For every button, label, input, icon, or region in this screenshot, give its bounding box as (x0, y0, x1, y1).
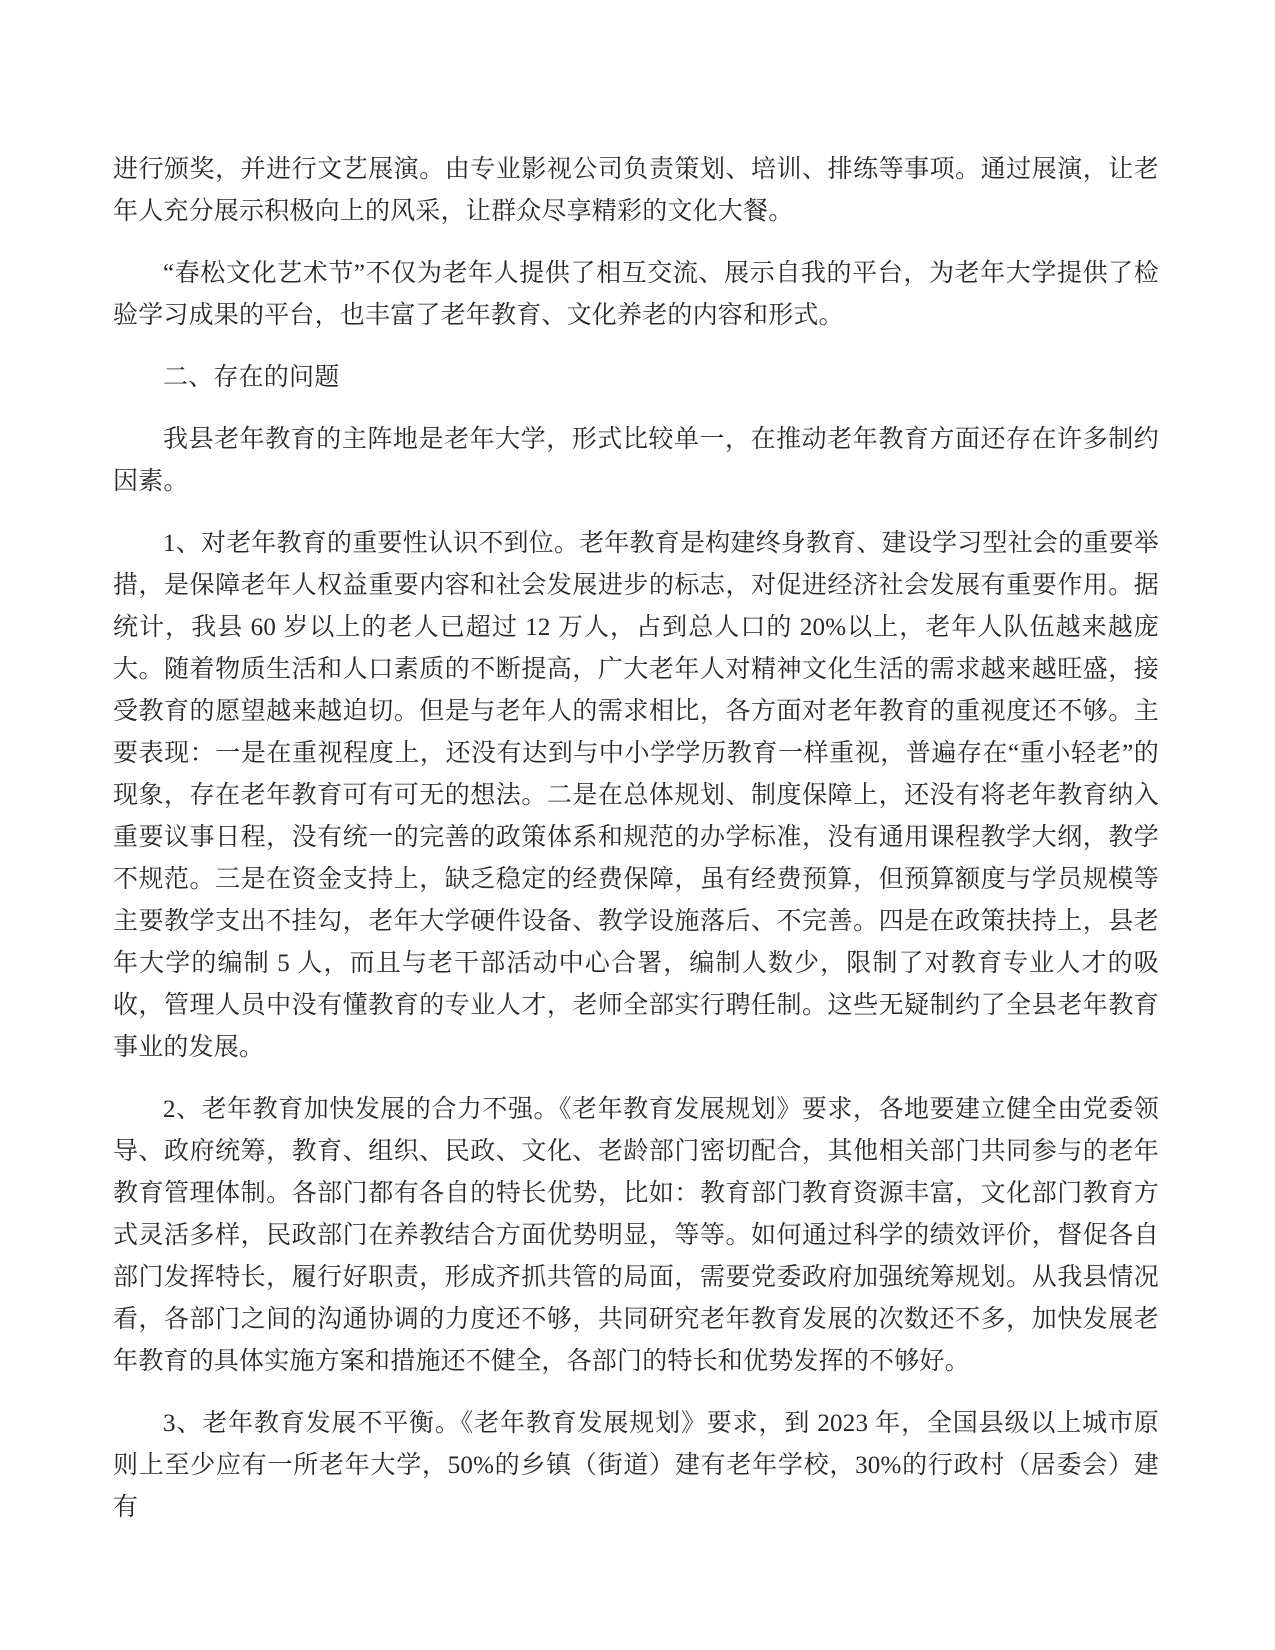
section-heading: 二、存在的问题 (163, 364, 340, 391)
document-paragraph: 2、老年教育加快发展的合力不强。《老年教育发展规划》要求，各地要建立健全由党委领导、政府统筹，教育、组织、民政、文化、老龄部门密切配合，其他相关部门共同参与的老年教育管理体制。各部门都有各自的特长优势，比如：教育部门教育资源丰富，文化部门教育方式灵活多样，民政部门在养教结合方面优势明显，等等。如何通过科学的绩效评价，督促各自部门发挥特长，履行好职责，形成齐抓共管的局面，需要党委政府加强统筹规划。从我县情况看，各部门之间的沟通协调的力度还不够，共同研究老年教育发展的次数还不多，加快发展老年教育的具体实施方案和措施还不健全，各部门的特长和优势发挥的不够好。 (113, 1096, 1159, 1375)
document-body (113, 149, 1159, 1529)
document-paragraph: “春松文化艺术节”不仅为老年人提供了相互交流、展示自我的平台，为老年大学提供了检验学习成果的平台，也丰富了老年教育、文化养老的内容和形式。 (113, 260, 1159, 329)
document-paragraph: 3、老年教育发展不平衡。《老年教育发展规划》要求，到 2023 年，全国县级以上城市原则上至少应有一所老年大学，50%的乡镇（街道）建有老年学校，30%的行政村（居委会）建有 (113, 1410, 1159, 1521)
document-paragraph: 我县老年教育的主阵地是老年大学，形式比较单一，在推动老年教育方面还存在许多制约因素。 (113, 426, 1159, 495)
document-paragraph: 进行颁奖，并进行文艺展演。由专业影视公司负责策划、培训、排练等事项。通过展演，让老年人充分展示积极向上的风采，让群众尽享精彩的文化大餐。 (113, 156, 1159, 225)
document-paragraph: 1、对老年教育的重要性认识不到位。老年教育是构建终身教育、建设学习型社会的重要举措，是保障老年人权益重要内容和社会发展进步的标志，对促进经济社会发展有重要作用。据统计，我县 60 岁以上的老人已超过 12 万人，占到总人口的 20%以上，老年人队伍越来越庞大。随着物质生活和人口素质的不断提高，广大老年人对精神文化生活的需求越来越旺盛，接受教育的愿望越来越迫切。但是与老年人的需求相比，各方面对老年教育的重视度还不够。主要表现：一是在重视程度上，还没有达到与中小学学历教育一样重视，普遍存在“重小轻老”的现象，存在老年教育可有可无的想法。二是在总体规划、制度保障上，还没有将老年教育纳入重要议事日程，没有统一的完善的政策体系和规范的办学标准，没有通用课程教学大纲，教学不规范。三是在资金支持上，缺乏稳定的经费保障，虽有经费预算，但预算额度与学员规模等主要教学支出不挂勾，老年大学硬件设备、教学设施落后、不完善。四是在政策扶持上，县老年大学的编制 5 人，而且与老干部活动中心合署，编制人数少，限制了对教育专业人才的吸收，管理人员中没有懂教育的专业人才，老师全部实行聘任制。这些无疑制约了全县老年教育事业的发展。 (113, 530, 1159, 1061)
